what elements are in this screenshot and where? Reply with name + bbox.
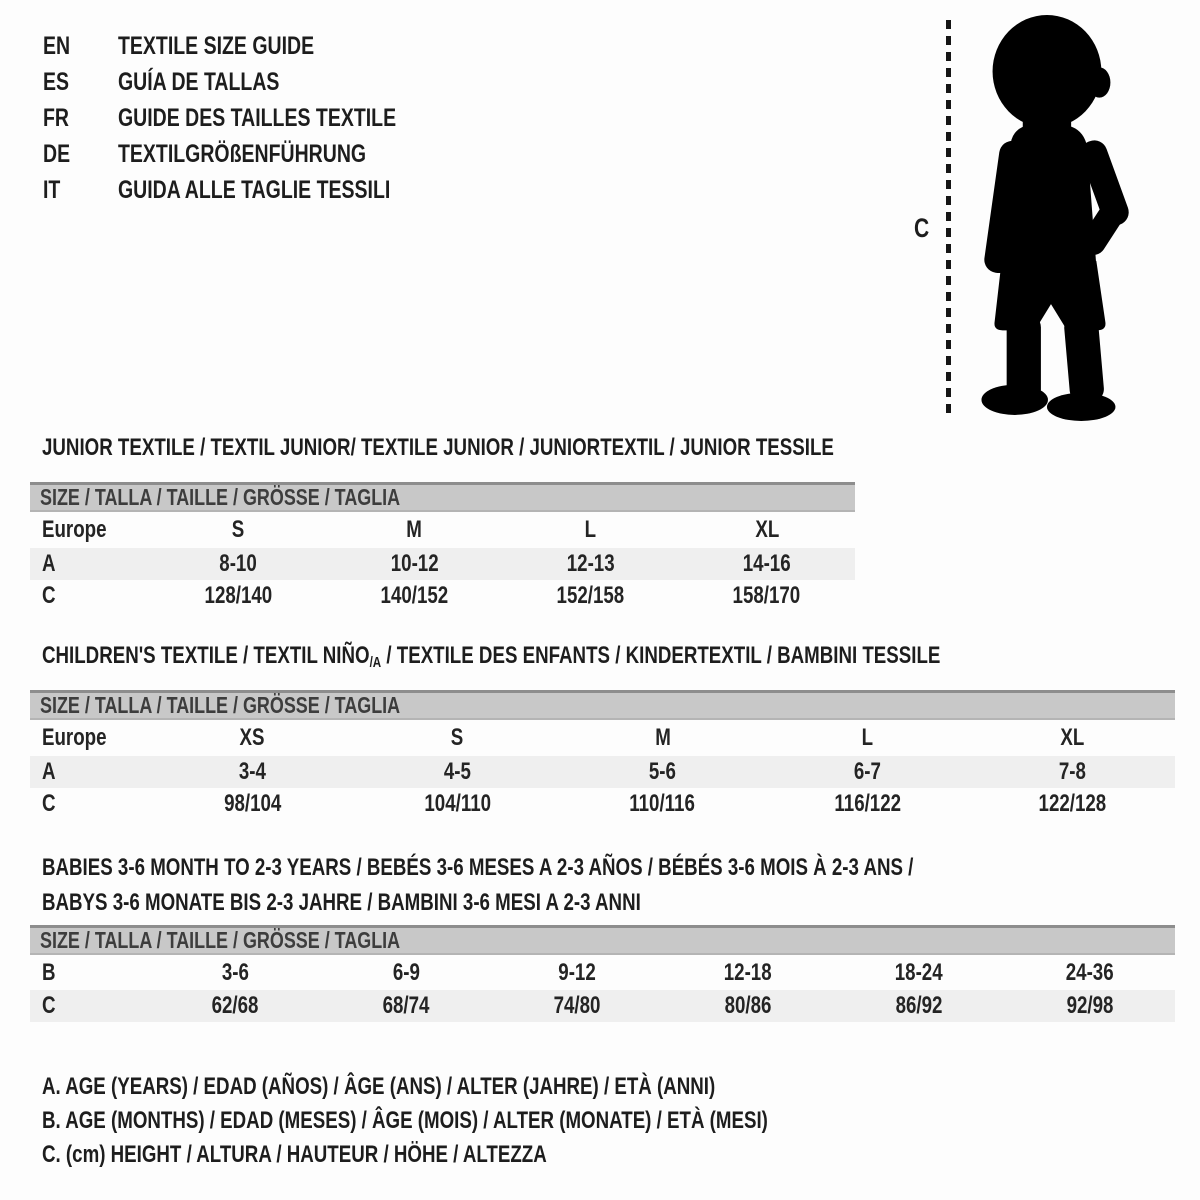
language-code: FR bbox=[43, 104, 69, 132]
height-measure-label: C bbox=[914, 213, 930, 243]
table-header-row bbox=[30, 512, 855, 548]
size-column-header: S bbox=[231, 516, 245, 543]
size-column-header: L bbox=[861, 724, 874, 751]
table-cell: 98/104 bbox=[223, 790, 282, 817]
legend-line-b: B. AGE (MONTHS) / EDAD (MESES) / ÂGE (MOIS) / ALTER (MONATE) / ETÀ (MESI) bbox=[42, 1107, 768, 1134]
table-header-row bbox=[30, 720, 1175, 756]
table-cell: 152/158 bbox=[556, 582, 625, 609]
guide-title: TEXTILE SIZE GUIDE bbox=[118, 32, 315, 60]
legend-line-a: A. AGE (YEARS) / EDAD (AÑOS) / ÂGE (ANS) / ALTER (JAHRE) / ETÀ (ANNI) bbox=[42, 1073, 716, 1100]
table-cell: 92/98 bbox=[1066, 992, 1113, 1019]
babies-section-title: BABIES 3-6 MONTH TO 2-3 YEARS / BEBÉS 3-6 MESES A 2-3 AÑOS / BÉBÉS 3-6 MOIS À 2-3 ANS / BABYS 3-6 MONATE BIS 2-3 JAHRE / BAMBINI 3-6 MESI A 2-3 ANNI bbox=[42, 854, 914, 916]
table-cell: 12-18 bbox=[723, 958, 772, 986]
row-label-cell: C bbox=[42, 582, 56, 609]
table-cell: 104/110 bbox=[424, 790, 491, 817]
table-row-height-cm bbox=[30, 990, 1175, 1022]
table-cell: 80/86 bbox=[724, 992, 772, 1019]
table-cell: 4-5 bbox=[443, 758, 472, 785]
size-column-header: M bbox=[654, 724, 671, 751]
table-cell: 116/122 bbox=[834, 790, 901, 817]
language-row-de bbox=[43, 136, 367, 172]
table-cell: 122/128 bbox=[1038, 790, 1107, 817]
language-code: ES bbox=[43, 68, 70, 96]
table-cell: 8-10 bbox=[219, 550, 257, 577]
junior-size-table bbox=[30, 482, 855, 612]
table-cell: 68/74 bbox=[382, 992, 430, 1019]
table-cell: 3-6 bbox=[221, 958, 249, 986]
legend-line-c: C. (cm) HEIGHT / ALTURA / HAUTEUR / HÖHE / ALTEZZA bbox=[42, 1141, 547, 1168]
table-cell: 7-8 bbox=[1058, 758, 1087, 785]
size-header-bar: SIZE / TALLA / TAILLE / GRÖSSE / TAGLIA bbox=[30, 925, 1175, 955]
table-cell: 128/140 bbox=[204, 582, 272, 609]
guide-title: GUIDA ALLE TAGLIE TESSILI bbox=[118, 176, 391, 204]
size-column-header: S bbox=[451, 724, 464, 751]
children-section-title: CHILDREN'S TEXTILE / TEXTIL NIÑO/A / TEXTILE DES ENFANTS / KINDERTEXTIL / BAMBINI TESSILE bbox=[42, 642, 941, 672]
measurement-legend bbox=[42, 1070, 973, 1172]
table-cell: 86/92 bbox=[895, 992, 943, 1019]
table-cell: 140/152 bbox=[380, 582, 449, 609]
nino-a-subscript: /A bbox=[369, 655, 382, 672]
toddler-silhouette-icon bbox=[968, 14, 1138, 422]
junior-section-title: JUNIOR TEXTILE / TEXTIL JUNIOR/ TEXTILE JUNIOR / JUNIORTEXTIL / JUNIOR TESSILE bbox=[42, 434, 834, 461]
table-row-age-years bbox=[30, 756, 1175, 788]
table-cell: 14-16 bbox=[742, 550, 791, 577]
language-code: DE bbox=[43, 140, 71, 168]
table-cell: 12-13 bbox=[566, 550, 615, 577]
table-row-age-months bbox=[30, 955, 1175, 990]
region-label-cell: Europe bbox=[42, 516, 107, 543]
table-row-height-cm bbox=[30, 580, 855, 612]
row-label-cell: B bbox=[42, 958, 56, 986]
table-cell: 5-6 bbox=[648, 758, 677, 785]
table-row-age-years bbox=[30, 548, 855, 580]
babies-size-table bbox=[30, 925, 1175, 1022]
size-column-header: M bbox=[406, 516, 423, 543]
children-size-table bbox=[30, 690, 1175, 820]
table-cell: 24-36 bbox=[1065, 958, 1114, 986]
table-cell: 18-24 bbox=[894, 958, 943, 986]
table-cell: 9-12 bbox=[558, 958, 596, 986]
language-row-fr bbox=[43, 100, 397, 136]
size-header-bar: SIZE / TALLA / TAILLE / GRÖSSE / TAGLIA bbox=[30, 690, 1175, 720]
region-label-cell: Europe bbox=[42, 724, 107, 751]
table-cell: 6-7 bbox=[853, 758, 882, 785]
language-code: EN bbox=[43, 32, 71, 60]
language-code: IT bbox=[43, 176, 61, 204]
row-label-cell: C bbox=[42, 992, 56, 1019]
language-row-en bbox=[43, 28, 315, 64]
table-cell: 62/68 bbox=[211, 992, 259, 1019]
row-label-cell: A bbox=[42, 758, 56, 785]
language-row-es bbox=[43, 64, 280, 100]
size-column-header: L bbox=[584, 516, 597, 543]
row-label-cell: C bbox=[42, 790, 56, 817]
table-cell: 158/170 bbox=[733, 582, 801, 609]
table-cell: 3-4 bbox=[238, 758, 267, 785]
table-cell: 74/80 bbox=[553, 992, 601, 1019]
language-title-list bbox=[43, 28, 397, 208]
table-cell: 10-12 bbox=[390, 550, 439, 577]
guide-title: GUÍA DE TALLAS bbox=[118, 68, 280, 96]
table-cell: 6-9 bbox=[392, 958, 420, 986]
size-column-header: XS bbox=[240, 724, 265, 751]
row-label-cell: A bbox=[42, 550, 56, 577]
size-header-bar: SIZE / TALLA / TAILLE / GRÖSSE / TAGLIA bbox=[30, 482, 855, 512]
language-row-it bbox=[43, 172, 391, 208]
table-row-height-cm bbox=[30, 788, 1175, 820]
guide-title: GUIDE DES TAILLES TEXTILE bbox=[118, 104, 397, 132]
table-cell: 110/116 bbox=[629, 790, 696, 817]
size-column-header: XL bbox=[754, 516, 779, 543]
height-measure-dashed-line bbox=[946, 20, 951, 416]
guide-title: TEXTILGRÖßENFÜHRUNG bbox=[118, 140, 367, 168]
size-column-header: XL bbox=[1060, 724, 1085, 751]
